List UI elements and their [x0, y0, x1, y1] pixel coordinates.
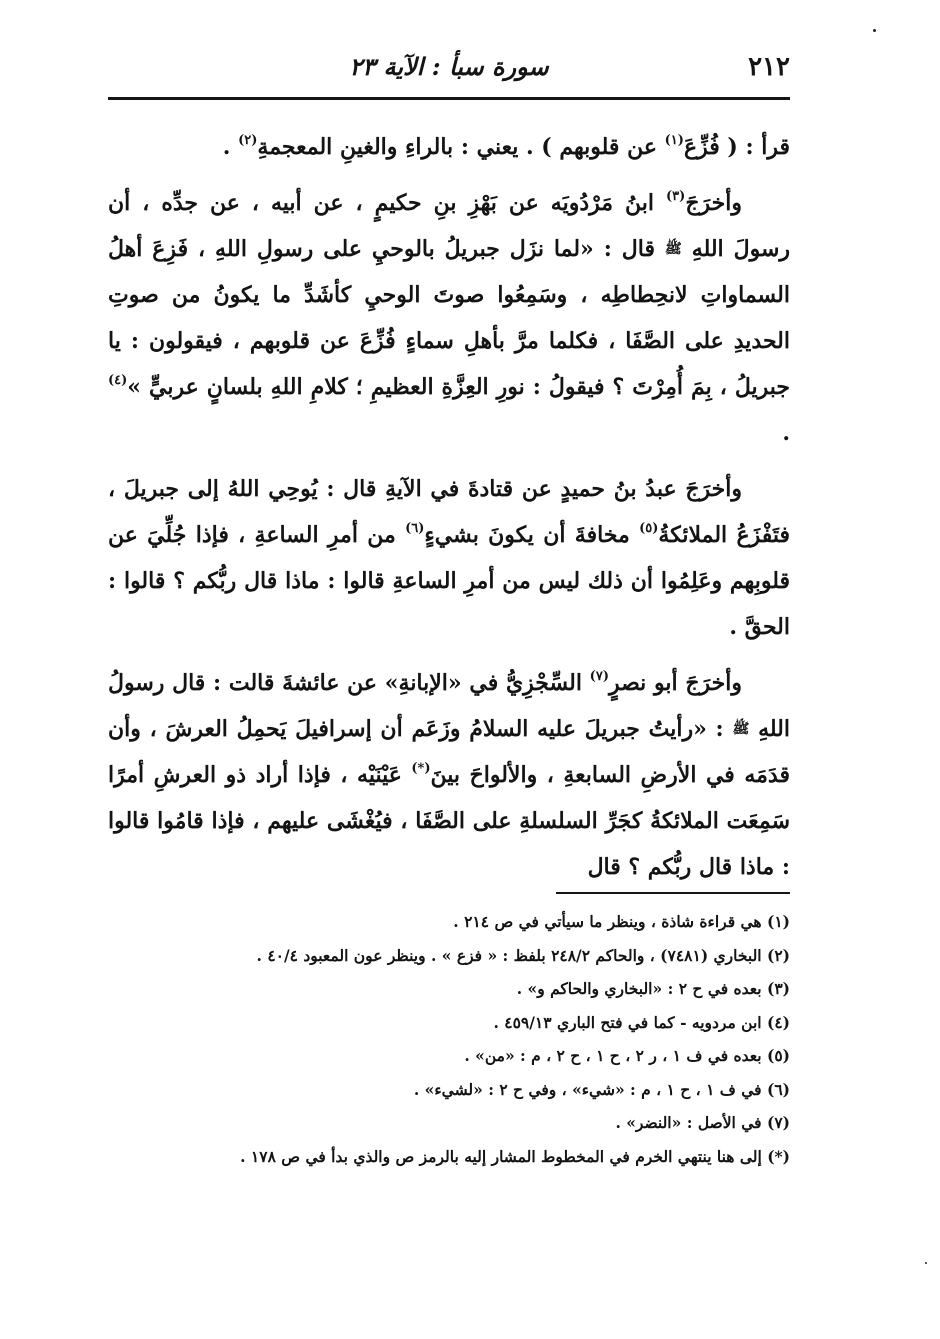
- footnote-5: (٥) بعده في ف ١ ، ر ٢ ، ح ١ ، ح ٢ ، م : «من» .: [464, 1046, 790, 1065]
- footnote-marker: (٣): [666, 189, 686, 204]
- text-run: .: [782, 420, 790, 446]
- header-rule: [108, 97, 790, 100]
- footnote-marker: (٦): [405, 521, 425, 536]
- footnote-marker: (٧): [589, 669, 609, 684]
- text-run: قال : «لما نزَل جبريلُ بالوحيِ على رسولِ اللهِ ، فَزِعَ أهلُ السماواتِ لانحِطاطِه ، وسَمِعُوا صوتَ الوحيِ كأشَدِّ ما يكونُ من صوتِ الحديدِ على الصَّفَا ، فكلما مرَّ بأهلِ سماءٍ فُزِّعَ عن قلوبهم ، فيقولون : يا جبريلُ ، بِمَ أُمِرْتَ ؟ فيقولُ : نورِ العِزَّةِ العظيمِ ؛ كلامِ اللهِ بلسانٍ عربيٍّ »: [108, 236, 790, 400]
- page-header: [108, 46, 790, 92]
- text-run: من أمرِ الساعةِ ، فإذا جُلِّيَ عن قلوبِهم وعَلِمُوا أن ذلك ليس من أمرِ الساعةِ قالوا : ماذا قال ربُّكم ؟ قالوا : الحقَّ .: [108, 522, 790, 640]
- salutation-ligature: ﷺ: [732, 721, 750, 737]
- text-run: مخافةَ أن يكونَ بشيءٍ: [424, 522, 640, 548]
- main-text: [108, 124, 790, 890]
- footnote-2: (٢) البخاري (٧٤٨١) ، والحاكم ٢٤٨/٢ بلفظ : « فزع » . وينظر عون المعبود ٤٠/٤ .: [256, 945, 790, 965]
- footnote-marker: (٢): [238, 133, 258, 148]
- footnote-marker: (٤): [108, 373, 128, 388]
- paragraph-4: [108, 660, 790, 890]
- salutation-ligature: ﷺ: [664, 241, 682, 257]
- text-run: ابنُ مَرْدُويَه عن بَهْزِ بنِ حكيمٍ ، عن أبيه ، عن جدِّه ، أن رسولَ اللهِ: [108, 190, 791, 262]
- text-run: وأخرَجَ أبو نصرٍ: [608, 670, 743, 696]
- page-number: ٢١٢: [748, 52, 790, 82]
- paragraph-3: [108, 466, 790, 650]
- footnote-marker: (١): [664, 133, 684, 148]
- footnote-1: (١) هي قراءة شاذة ، وينظر ما سيأتي في ص ٢١٤ .: [453, 912, 790, 931]
- footnote-3: (٣) بعده في ح ٢ : «البخاري والحاكم و» .: [516, 979, 790, 998]
- footnote-4: (٤) ابن مردويه - كما في فتح الباري ٤٥٩/١٣ .: [493, 1012, 790, 1032]
- text-run: : «رأيتُ جبريلَ عليه السلامُ وزَعَم أن إسرافيلَ يَحمِلُ العرشَ ، وأن قدَمَه في الأرضِ السابعةِ ، والألواحَ بينَ: [108, 716, 790, 788]
- footnote-rule: [556, 892, 790, 894]
- scan-speck: [873, 29, 876, 32]
- text-run: عَيْنَيْه ، فإذا أراد ذو العرشِ أمرًا سَمِعَت الملائكةُ كجَرِّ السلسلةِ على الصَّفَا ، فيُغْشَى عليهم ، فإذا قامُوا قالوا : ماذا قال ربُّكم ؟ قال: [108, 762, 790, 880]
- text-run: عن قلوبهم ) . يعني : بالراءِ والغينِ المعجمةِ: [257, 134, 665, 160]
- footnote-marker: (*): [411, 761, 431, 776]
- text-run: وأخرَجَ عبدُ بنُ حميدٍ عن قتادةَ في الآيةِ قال : يُوحِي اللهُ إلى جبريلَ ، فتَفْزَعُ الملائكةُ: [108, 476, 790, 548]
- paragraph-1: [108, 124, 790, 170]
- running-title: سورة سبأ : الآية ٢٣: [349, 52, 549, 81]
- paragraph-2: [108, 180, 790, 456]
- footnote-7: (٧) في الأصل : «النضر» .: [615, 1113, 790, 1132]
- scan-speck: [925, 1262, 927, 1264]
- footnote-marker: (٥): [639, 521, 659, 536]
- text-run: وأخرَجَ: [685, 190, 742, 216]
- text-run: السِّجْزِيُّ في «الإبانةِ» عن عائشةَ قالت : قال رسولُ اللهِ: [108, 670, 790, 742]
- text-run: .: [222, 134, 239, 160]
- footnotes: [108, 905, 790, 1173]
- footnote-6: (٦) في ف ١ ، ح ١ ، م : «شيء» ، وفي ح ٢ : «لشيء» .: [413, 1079, 790, 1099]
- footnote-star: (*) إلى هنا ينتهي الخرم في المخطوط المشار إليه بالرمز ص والذي بدأ في ص ١٧٨ .: [240, 1146, 790, 1166]
- text-run: قرأ : ( فُزِّعَ: [683, 134, 790, 160]
